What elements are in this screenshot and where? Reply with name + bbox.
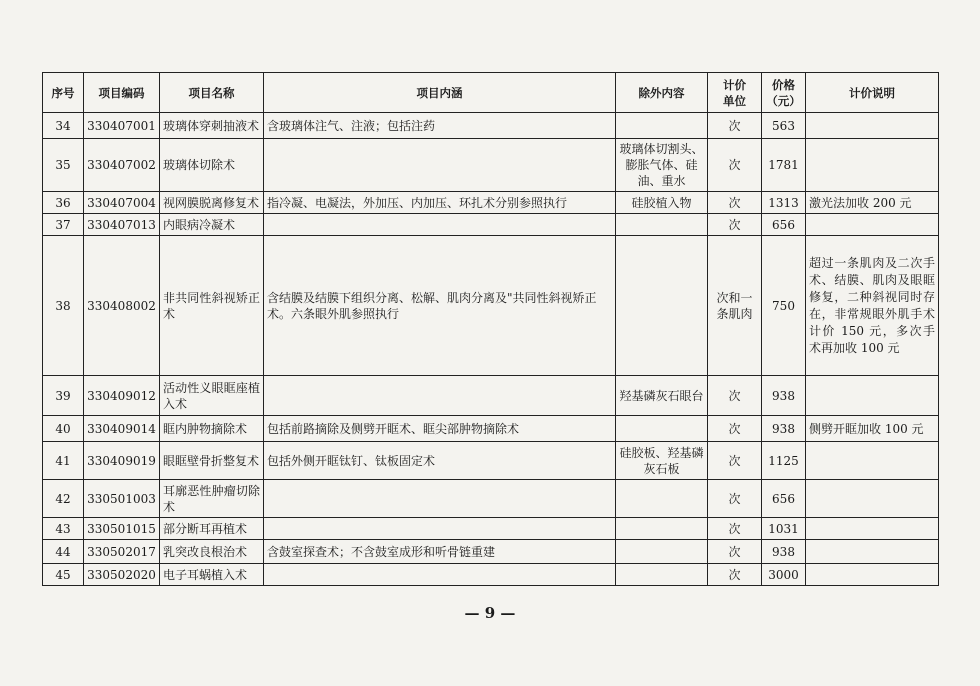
row-name: 部分断耳再植术 xyxy=(160,518,264,540)
row-code: 330501015 xyxy=(84,518,160,540)
header-price: 价格 （元） xyxy=(762,73,806,113)
row-content xyxy=(264,376,616,416)
row-code: 330407004 xyxy=(84,192,160,214)
row-name: 玻璃体切除术 xyxy=(160,139,264,192)
row-name: 眼眶壁骨折整复术 xyxy=(160,442,264,480)
row-no: 36 xyxy=(43,192,84,214)
header-name: 项目名称 xyxy=(160,73,264,113)
row-excluded xyxy=(616,416,708,442)
row-excluded xyxy=(616,480,708,518)
row-name: 玻璃体穿刺抽液术 xyxy=(160,113,264,139)
row-name: 耳廓恶性肿瘤切除术 xyxy=(160,480,264,518)
table-row xyxy=(43,236,939,376)
header-excluded: 除外内容 xyxy=(616,73,708,113)
row-note xyxy=(806,214,939,236)
row-price: 938 xyxy=(762,540,806,564)
header-content: 项目内涵 xyxy=(264,73,616,113)
row-no: 44 xyxy=(43,540,84,564)
row-excluded xyxy=(616,214,708,236)
row-name: 非共同性斜视矫正术 xyxy=(160,236,264,376)
row-excluded xyxy=(616,540,708,564)
row-price: 1313 xyxy=(762,192,806,214)
row-no: 35 xyxy=(43,139,84,192)
row-price: 656 xyxy=(762,480,806,518)
header-unit: 计价 单位 xyxy=(708,73,762,113)
row-price: 938 xyxy=(762,416,806,442)
row-unit: 次 xyxy=(708,564,762,586)
row-note xyxy=(806,139,939,192)
row-note xyxy=(806,540,939,564)
row-no: 39 xyxy=(43,376,84,416)
row-code: 330408002 xyxy=(84,236,160,376)
row-unit: 次 xyxy=(708,442,762,480)
row-excluded: 玻璃体切割头、膨胀气体、硅油、重水 xyxy=(616,139,708,192)
row-excluded: 硅胶植入物 xyxy=(616,192,708,214)
header-note: 计价说明 xyxy=(806,73,939,113)
row-code: 330501003 xyxy=(84,480,160,518)
row-code: 330407002 xyxy=(84,139,160,192)
table-row xyxy=(43,113,939,139)
table-row xyxy=(43,442,939,480)
row-unit: 次 xyxy=(708,376,762,416)
row-name: 活动性义眼眶座植入术 xyxy=(160,376,264,416)
row-no: 34 xyxy=(43,113,84,139)
row-no: 41 xyxy=(43,442,84,480)
row-name: 内眼病冷凝术 xyxy=(160,214,264,236)
row-code: 330502020 xyxy=(84,564,160,586)
header-code: 项目编码 xyxy=(84,73,160,113)
row-note xyxy=(806,113,939,139)
row-note xyxy=(806,376,939,416)
row-unit: 次 xyxy=(708,540,762,564)
table-row xyxy=(43,564,939,586)
row-price: 1781 xyxy=(762,139,806,192)
row-content xyxy=(264,564,616,586)
row-note xyxy=(806,480,939,518)
row-code: 330409012 xyxy=(84,376,160,416)
row-content: 含玻璃体注气、注液；包括注药 xyxy=(264,113,616,139)
row-excluded xyxy=(616,564,708,586)
table-row xyxy=(43,518,939,540)
row-unit: 次 xyxy=(708,480,762,518)
table-header-row xyxy=(43,73,939,113)
row-content xyxy=(264,480,616,518)
header-no: 序号 xyxy=(43,73,84,113)
table-row xyxy=(43,376,939,416)
row-excluded: 硅胶板、羟基磷灰石板 xyxy=(616,442,708,480)
table-row xyxy=(43,416,939,442)
row-note: 侧劈开眶加收 100 元 xyxy=(806,416,939,442)
row-name: 眶内肿物摘除术 xyxy=(160,416,264,442)
row-unit: 次 xyxy=(708,518,762,540)
row-no: 43 xyxy=(43,518,84,540)
row-unit: 次 xyxy=(708,214,762,236)
row-price: 3000 xyxy=(762,564,806,586)
row-content xyxy=(264,214,616,236)
row-code: 330407001 xyxy=(84,113,160,139)
row-code: 330407013 xyxy=(84,214,160,236)
row-excluded xyxy=(616,236,708,376)
row-content: 包括外侧开眶钛钉、钛板固定术 xyxy=(264,442,616,480)
page-number: — 9 — xyxy=(464,604,516,622)
row-price: 1125 xyxy=(762,442,806,480)
row-note: 超过一条肌肉及二次手术、结膜、肌肉及眼眶修复，二种斜视同时存在，非常规眼外肌手术计价 150 元，多次手术再加收 100 元 xyxy=(806,236,939,376)
fee-table xyxy=(42,72,939,586)
row-no: 38 xyxy=(43,236,84,376)
row-code: 330409019 xyxy=(84,442,160,480)
row-note xyxy=(806,518,939,540)
row-content xyxy=(264,139,616,192)
row-no: 42 xyxy=(43,480,84,518)
row-price: 1031 xyxy=(762,518,806,540)
row-name: 乳突改良根治术 xyxy=(160,540,264,564)
row-name: 电子耳蜗植入术 xyxy=(160,564,264,586)
row-price: 656 xyxy=(762,214,806,236)
row-price: 750 xyxy=(762,236,806,376)
row-price: 563 xyxy=(762,113,806,139)
row-unit: 次 xyxy=(708,416,762,442)
row-excluded: 羟基磷灰石眼台 xyxy=(616,376,708,416)
row-excluded xyxy=(616,518,708,540)
row-unit: 次 xyxy=(708,192,762,214)
row-content: 含结膜及结膜下组织分离、松解、肌肉分离及"共同性斜视矫正术。六条眼外肌参照执行 xyxy=(264,236,616,376)
row-content xyxy=(264,518,616,540)
row-name: 视网膜脱离修复术 xyxy=(160,192,264,214)
table-row xyxy=(43,540,939,564)
row-content: 包括前路摘除及侧劈开眶术、眶尖部肿物摘除术 xyxy=(264,416,616,442)
row-code: 330409014 xyxy=(84,416,160,442)
row-unit: 次 xyxy=(708,113,762,139)
row-unit: 次 xyxy=(708,139,762,192)
row-note: 激光法加收 200 元 xyxy=(806,192,939,214)
table-row xyxy=(43,480,939,518)
row-unit: 次和一条肌肉 xyxy=(708,236,762,376)
row-no: 37 xyxy=(43,214,84,236)
row-no: 45 xyxy=(43,564,84,586)
table-row xyxy=(43,214,939,236)
table-row xyxy=(43,192,939,214)
row-note xyxy=(806,442,939,480)
table-row xyxy=(43,139,939,192)
row-no: 40 xyxy=(43,416,84,442)
row-note xyxy=(806,564,939,586)
row-code: 330502017 xyxy=(84,540,160,564)
row-content: 含鼓室探查术；不含鼓室成形和听骨链重建 xyxy=(264,540,616,564)
row-price: 938 xyxy=(762,376,806,416)
row-excluded xyxy=(616,113,708,139)
row-content: 指冷凝、电凝法，外加压、内加压、环扎术分别参照执行 xyxy=(264,192,616,214)
